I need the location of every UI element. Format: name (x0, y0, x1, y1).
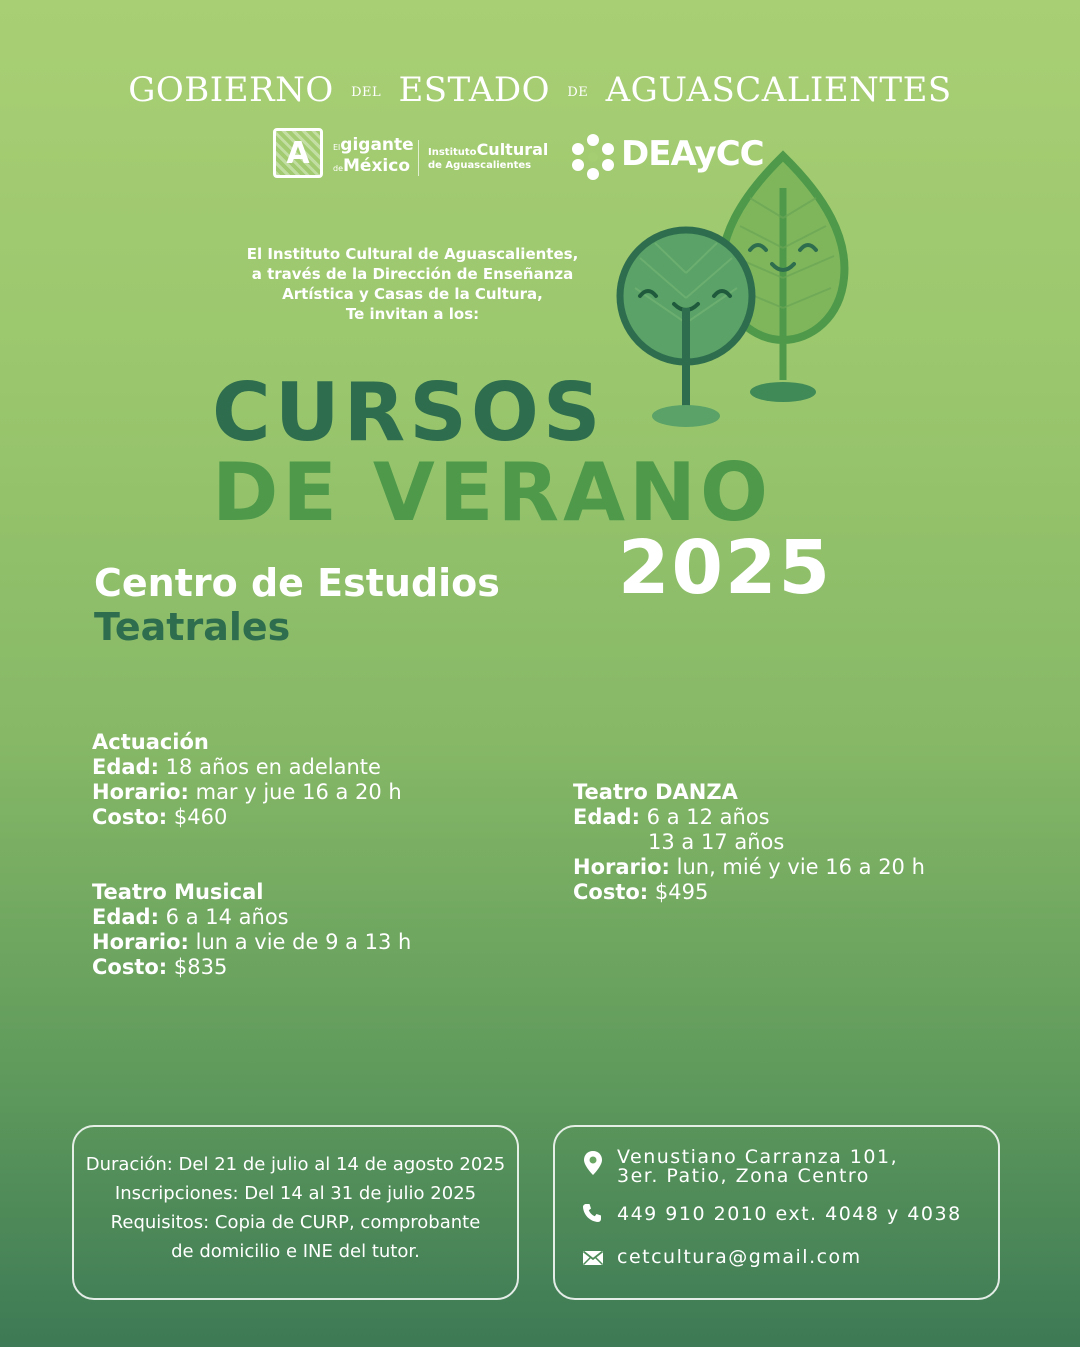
horario-value: lun, mié y vie 16 a 20 h (676, 855, 925, 879)
gigante-de: de (333, 164, 343, 173)
round-tree-icon (620, 230, 752, 427)
course-teatro-danza (573, 780, 925, 905)
address-line1: Venustiano Carranza 101, (617, 1146, 899, 1168)
gov-title-part2: ESTADO (398, 70, 551, 110)
ica-cultural: Cultural (476, 140, 549, 159)
intro-text (230, 244, 595, 324)
phone-icon (582, 1203, 602, 1223)
contact-phone[interactable]: 449 910 2010 ext. 4048 y 4038 (617, 1203, 962, 1225)
gov-title-del: DEL (351, 84, 382, 100)
gigante-line1: gigante (340, 135, 414, 155)
intro-line: Te invitan a los: (345, 305, 480, 323)
course-teatro-musical (92, 880, 411, 980)
intro-line: Artística y Casas de la Cultura, (282, 285, 543, 303)
location-pin-icon (582, 1150, 604, 1176)
costo-value: $495 (654, 880, 709, 904)
course-name: Teatro Musical (92, 880, 264, 904)
trees-illustration (600, 148, 870, 438)
course-actuacion (92, 730, 402, 830)
envelope-icon (582, 1250, 604, 1266)
gigante-line2: México (343, 156, 410, 176)
edad-value: 18 años en adelante (165, 755, 381, 779)
costo-value: $835 (173, 955, 228, 979)
inscripciones-text: Inscripciones: Del 14 al 31 de julio 2025 (114, 1183, 477, 1204)
costo-label: Costo: (92, 805, 168, 829)
logo-divider (418, 140, 419, 176)
edad-value: 6 a 12 años (646, 805, 770, 829)
gigante-el: El (333, 143, 341, 152)
address-line2: 3er. Patio, Zona Centro (617, 1165, 870, 1187)
centre-name-line2: Teatrales (94, 605, 291, 649)
horario-label: Horario: (573, 855, 670, 879)
centre-name-line1: Centro de Estudios (94, 561, 500, 605)
edad-label: Edad: (92, 905, 159, 929)
duracion-text: Duración: Del 21 de julio al 14 de agosto 2025 (85, 1154, 506, 1175)
contact-address (617, 1148, 898, 1186)
ica-line2: de Aguascalientes (428, 160, 532, 171)
horario-label: Horario: (92, 780, 189, 804)
deaycc-logo-text: DEAyCC (621, 134, 764, 174)
intro-line: El Instituto Cultural de Aguascalientes, (246, 245, 579, 263)
costo-value: $460 (173, 805, 228, 829)
gov-title-de: DE (567, 84, 589, 100)
gov-title-part1: GOBIERNO (128, 70, 334, 110)
horario-value: lun a vie de 9 a 13 h (195, 930, 412, 954)
aguascalientes-a-logo (273, 128, 323, 178)
edad-value-2: 13 a 17 años (648, 830, 785, 854)
edad-label: Edad: (573, 805, 640, 829)
course-name: Actuación (92, 730, 209, 754)
costo-label: Costo: (573, 880, 649, 904)
contact-email[interactable]: cetcultura@gmail.com (617, 1246, 862, 1268)
costo-label: Costo: (92, 955, 168, 979)
gigante-de-mexico-logo (333, 136, 414, 178)
requisitos-text-2: de domicilio e INE del tutor. (171, 1241, 420, 1262)
course-name: Teatro DANZA (573, 780, 738, 804)
edad-label: Edad: (92, 755, 159, 779)
logo-a-letter: A (286, 135, 310, 171)
ica-instituto: Instituto (428, 147, 477, 158)
horario-label: Horario: (92, 930, 189, 954)
requisitos-text: Requisitos: Copia de CURP, comprobante (110, 1212, 481, 1233)
horario-value: mar y jue 16 a 20 h (195, 780, 402, 804)
edad-value: 6 a 14 años (165, 905, 289, 929)
government-title (0, 70, 1080, 110)
info-dates-text (72, 1150, 519, 1266)
intro-line: a través de la Dirección de Enseñanza (251, 265, 574, 283)
title-de-verano: DE VERANO (212, 446, 772, 539)
title-cursos: CURSOS (212, 366, 605, 459)
instituto-cultural-logo (428, 140, 549, 172)
gov-title-part3: AGUASCALIENTES (605, 70, 952, 110)
title-year: 2025 (618, 525, 832, 611)
